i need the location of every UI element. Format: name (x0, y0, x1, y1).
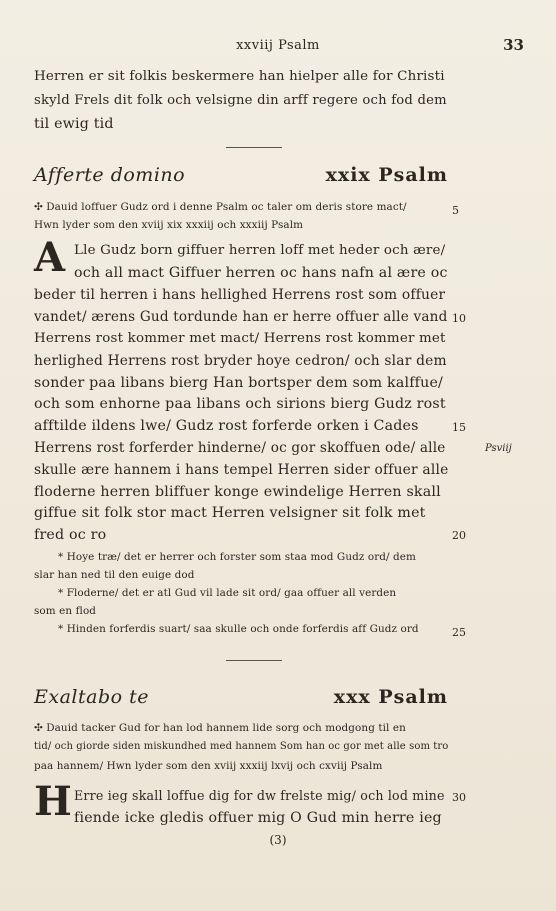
text-line: til ewig tid (34, 116, 114, 132)
argument-line: tid/ och giorde siden miskundhed med hannem Som han oc gor met alle som tro (34, 741, 449, 752)
argument-line: Hwn lyder som den xviij xix xxxiij och xxxiij Psalm (34, 219, 304, 231)
line-number: 30 (452, 791, 466, 804)
footnote-line: * Floderne/ det er atl Gud vil lade sit ord/ gaa offuer all verden (58, 587, 397, 599)
text-line: Herren er sit folkis beskermere han hielper alle for Christi (34, 69, 445, 84)
text-line: och som enhorne paa libans och sirions bierg Gudz rost (34, 396, 446, 412)
argument-line: ✣ Dauid tacker Gud for han lod hannem lide sorg och modgong til en (34, 722, 406, 734)
drop-cap: A (34, 234, 66, 281)
line-number: 25 (452, 626, 466, 639)
text-line: skulle ære hannem i hans tempel Herren sider offuer alle (34, 462, 449, 478)
text-line: fred oc ro (34, 527, 107, 543)
signature-mark: (3) (269, 833, 287, 847)
text-line: Erre ieg skall loffue dig for dw frelste mig/ och lod mine (74, 788, 445, 803)
text-line: giffue sit folk stor mact Herren velsigner sit folk met (34, 505, 426, 521)
text-line: herlighed Herrens rost bryder hoye cedron/ och slar dem (34, 353, 447, 369)
text-line: fiende icke gledis offuer mig O Gud min herre ieg (74, 810, 442, 826)
line-number: 15 (452, 421, 466, 434)
line-number: 10 (452, 312, 466, 325)
text-line: afftilde ildens lwe/ Gudz rost forferde orken i Cades (34, 418, 419, 434)
text-line: och all mact Giffuer herren oc hans nafn al ære oc (74, 265, 448, 281)
argument-line: ✣ Dauid loffuer Gudz ord i denne Psalm oc taler om deris store mact/ (34, 201, 407, 213)
footnote-line: slar han ned til den euige dod (34, 569, 195, 581)
line-number: 5 (452, 204, 459, 217)
psalm-incipit: Afferte domino (34, 164, 186, 186)
running-header: xxviij Psalm (236, 38, 320, 53)
footnote-line: som en flod (34, 605, 97, 617)
footnote-line: * Hoye træ/ det er herrer och forster som staa mod Gudz ord/ dem (58, 551, 416, 563)
text-line: floderne herren bliffuer konge ewindelige Herren skall (34, 484, 441, 500)
psalm-number: xxx Psalm (333, 686, 448, 708)
argument-line: paa hannem/ Hwn lyder som den xviij xxxiij lxvij och cxviij Psalm (34, 760, 383, 772)
section-divider (226, 660, 282, 661)
section-divider (226, 147, 282, 148)
drop-cap: H (34, 778, 72, 825)
footnote-line: * Hinden forferdis suart/ saa skulle och onde forferdis aff Gudz ord (58, 623, 419, 635)
text-line: Lle Gudz born giffuer herren loff met heder och ære/ (74, 243, 446, 258)
psalm-incipit: Exaltabo te (34, 686, 149, 708)
text-line: vandet/ ærens Gud tordunde han er herre offuer alle vand (34, 309, 448, 325)
psalm-number: xxix Psalm (325, 164, 448, 186)
text-line: Herrens rost kommer met mact/ Herrens rost kommer met (34, 331, 446, 346)
text-line: skyld Frels dit folk och velsigne din arff regere och fod dem (34, 93, 447, 108)
page-number: 33 (503, 36, 524, 54)
text-line: beder til herren i hans hellighed Herrens rost som offuer (34, 287, 446, 303)
margin-note: Psviij (485, 443, 512, 454)
text-line: Herrens rost forferder hinderne/ oc gor skoffuen ode/ alle (34, 440, 446, 456)
line-number: 20 (452, 529, 466, 542)
text-line: sonder paa libans bierg Han bortsper dem som kalffue/ (34, 375, 444, 391)
